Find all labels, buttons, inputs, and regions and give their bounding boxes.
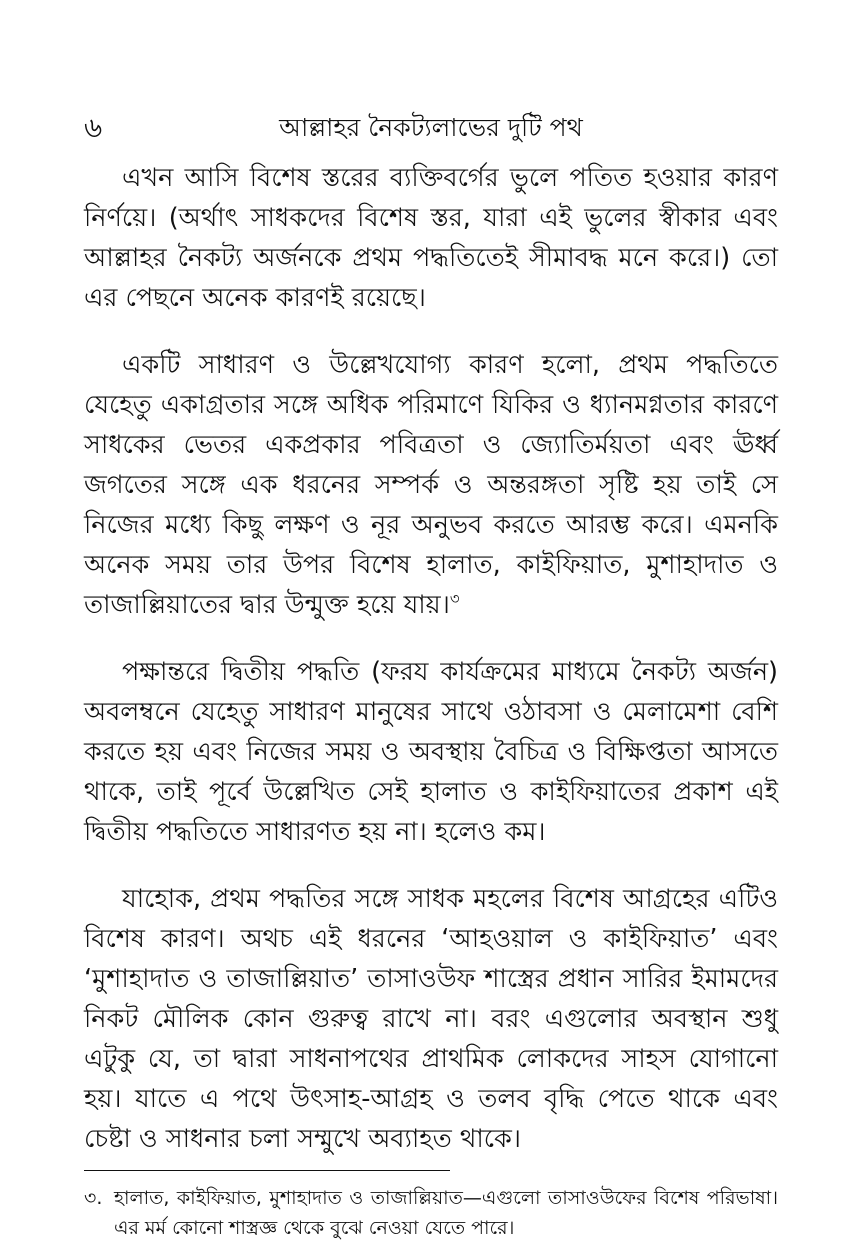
paragraph: যাহোক, প্রথম পদ্ধতির সঙ্গে সাধক মহলের বিশেষ আগ্রহের এটিও বিশেষ কারণ। অথচ এই ধরনের ‘আহওয়াল ও কাইফিয়াত’ এবং ‘মুশাহাদাত ও তাজাল্লিয়াত’ তাসাওউফ শাস্ত্রের প্রধান সারির ইমামদের নিকট মৌলিক কোন গুরুত্ব রাখে না। বরং এগুলোর অবস্থান শুধু এটুকু যে, তা দ্বারা সাধনাপথের প্রাথমিক লোকদের সাহস যোগানো হয়। যাতে এ পথে উৎসাহ-আগ্রহ ও তলব বৃদ্ধি পেতে থাকে এবং চেষ্টা ও সাধনার চলা সম্মুখে অব্যাহত থাকে।	[84, 884, 778, 1154]
paragraph: পক্ষান্তরে দ্বিতীয় পদ্ধতি (ফরয কার্যক্রমের মাধ্যমে নৈকট্য অর্জন) অবলম্বনে যেহেতু সাধারণ মানুষের সাথে ওঠাবসা ও মেলামেশা বেশি করতে হয় এবং নিজের সময় ও অবস্থায় বৈচিত্র ও বিক্ষিপ্ততা আসতে থাকে, তাই পূর্বে উল্লেখিত সেই হালাত ও কাইফিয়াতের প্রকাশ এই দ্বিতীয় পদ্ধতিতে সাধারণত হয় না। হলেও কম।	[84, 657, 778, 847]
paragraph	[84, 345, 778, 625]
page-header	[84, 108, 778, 148]
paragraph-text: একটি সাধারণ ও উল্লেখযোগ্য কারণ হলো, প্রথম পদ্ধতিতে যেহেতু একাগ্রতার সঙ্গে অধিক পরিমাণে যিকির ও ধ্যানমগ্নতার কারণে সাধকের ভেতর একপ্রকার পবিত্রতা ও জ্যোতির্ময়তা এবং ঊর্ধ্ব জগতের সঙ্গে এক ধরনের সম্পর্ক ও অন্তরঙ্গতা সৃষ্টি হয় তাই সে নিজের মধ্যে কিছু লক্ষণ ও নূর অনুভব করতে আরম্ভ করে। এমনকি অনেক সময় তার উপর বিশেষ হালাত, কাইফিয়াত, মুশাহাদাত ও তাজাল্লিয়াতের দ্বার উন্মুক্ত হয়ে যায়।	[84, 350, 778, 620]
footnote-reference: ৩	[449, 589, 460, 608]
page-number: ৬	[84, 111, 103, 144]
footnote-number: ৩.	[84, 1187, 103, 1209]
page-body	[84, 158, 778, 1186]
paragraph: এখন আসি বিশেষ স্তরের ব্যক্তিবর্গের ভুলে পতিত হওয়ার কারণ নির্ণয়ে। (অর্থাৎ সাধকদের বিশেষ স্তর, যারা এই ভুলের স্বীকার এবং আল্লাহর নৈকট্য অর্জনকে প্রথম পদ্ধতিতেই সীমাবদ্ধ মনে করে।) তো এর পেছনে অনেক কারণই রয়েছে।	[84, 163, 778, 313]
footnote-divider	[84, 1170, 450, 1171]
running-title: আল্লাহর নৈকট্যলাভের দুটি পথ	[279, 113, 583, 142]
footnote	[84, 1183, 778, 1243]
footnote-text: হালাত, কাইফিয়াত, মুশাহাদাত ও তাজাল্লিয়াত—এগুলো তাসাওউফের বিশেষ পরিভাষা। এর মর্ম কোনো শাস্ত্রজ্ঞ থেকে বুঝে নেওয়া যেতে পারে।	[114, 1187, 778, 1239]
